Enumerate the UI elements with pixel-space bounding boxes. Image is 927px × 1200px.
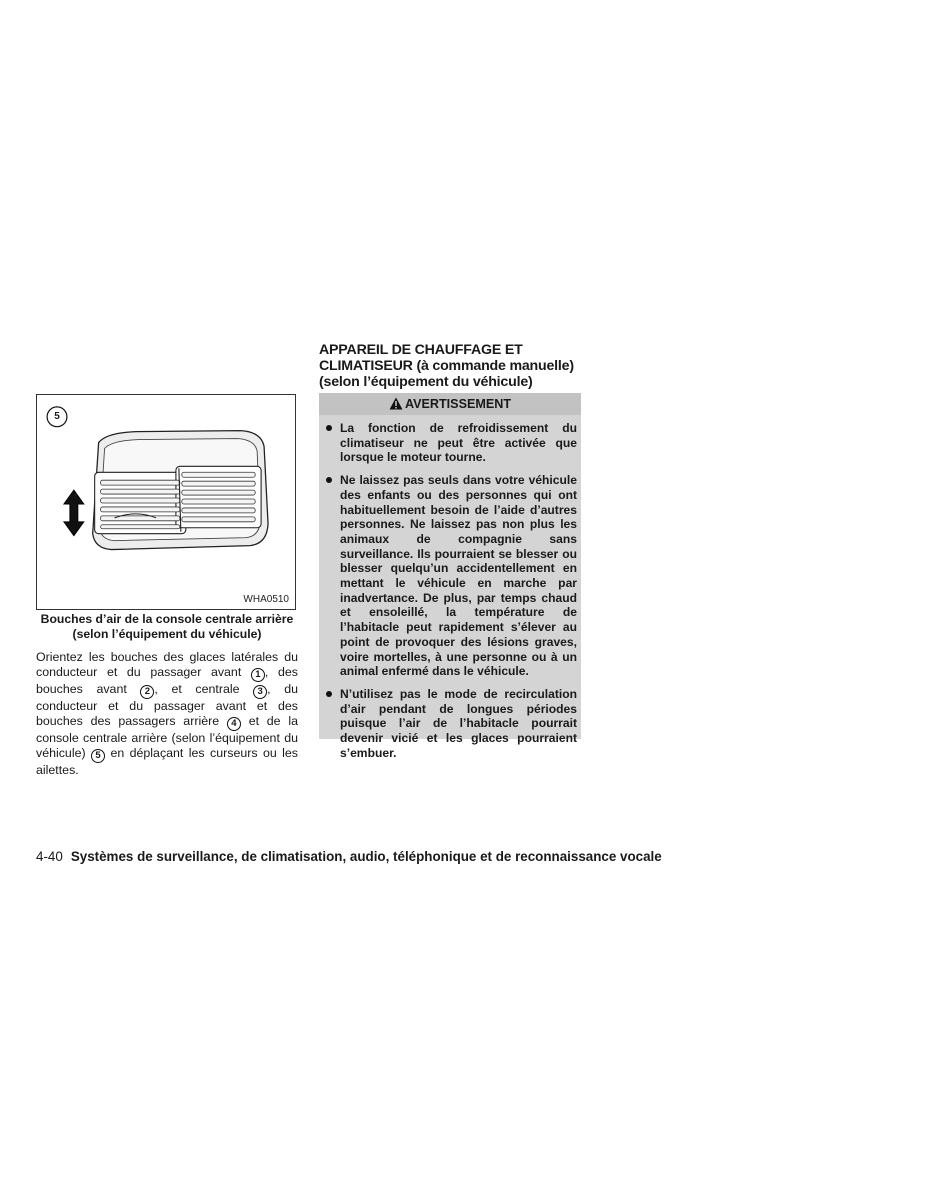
callout-number: 1 (251, 668, 265, 682)
callout-number: 2 (140, 685, 154, 699)
body-paragraph (36, 650, 298, 778)
callout-number: 4 (227, 717, 241, 731)
body-text-part: Orientez les bouches des glaces latérales du conducteur et du passager avant (36, 650, 298, 680)
page-number: 4-40 (36, 849, 63, 864)
section-title-bold: CLIMATISEUR (319, 358, 413, 374)
bullet-icon (326, 477, 332, 483)
callout-number: 3 (253, 685, 267, 699)
page-footer (36, 849, 916, 864)
figure-code: WHA0510 (243, 594, 289, 605)
warning-item-text: Ne laissez pas seuls dans votre véhicule des enfants ou des personnes qui ont habituellement besoin de l’aide d’autres personnes. Ne laissez pas non plus les animaux de compagnie sans surveillance. Ils pourraient se blesser ou blesser quelqu’un accidentellement en mettant le véhicule en marche par inadvertance. De plus, par temps chaud et ensoleillé, la température de l’habitacle peut rapidement s’élever au point de provoquer des lésions graves, voire mortelles, à une personne ou à un animal enfermé dans le véhicule. (340, 473, 577, 679)
section-title-line-1: APPAREIL DE CHAUFFAGE ET (319, 342, 523, 358)
warning-header (319, 393, 581, 415)
chapter-title: Systèmes de surveillance, de climatisation, audio, téléphonique et de reconnaissance vocale (70, 849, 662, 864)
warning-item-text: La fonction de refroidissement du climatiseur ne peut être activée que lorsque le moteur tourne. (340, 421, 577, 465)
up-down-arrow-icon (64, 490, 84, 536)
section-title-line-2 (319, 358, 589, 374)
caption-line-2: (selon l’équipement du véhicule) (72, 627, 262, 641)
body-text-part: , du conducteur et du passager avant et des bouches des passagers arrière (36, 682, 298, 729)
warning-triangle-icon (389, 397, 403, 410)
body-text-part: en déplaçant les curseurs ou les ailettes. (36, 746, 298, 778)
body-text-part: , et centrale (154, 682, 240, 697)
section-title (319, 342, 589, 390)
caption-line-1: Bouches d’air de la console centrale arrière (40, 612, 294, 626)
warning-box (319, 393, 581, 760)
body-text-part: et de la console centrale arrière (selon l’équipement du véhicule) (36, 714, 298, 761)
warning-item-text: N’utilisez pas le mode de recirculation d’air pendant de longues périodes puisque l’air de l’habitacle pourrait devenir vicié et les glaces pourraient s’embuer. (340, 686, 577, 760)
figure-caption (36, 612, 298, 642)
body-text-part: , des bouches avant (36, 665, 298, 697)
vent-illustration (36, 394, 296, 610)
warning-item (325, 421, 577, 465)
section-title-sub: (à commande manuelle) (412, 358, 574, 374)
rear-console-vent-drawing (37, 395, 295, 609)
warning-list (319, 415, 581, 760)
bullet-icon (326, 425, 332, 431)
warning-item (325, 687, 577, 761)
warning-header-label: AVERTISSEMENT (404, 397, 512, 411)
bullet-icon (326, 691, 332, 697)
section-title-line-3: (selon l’équipement du véhicule) (319, 374, 533, 390)
figure-number-label: 5 (54, 411, 60, 422)
warning-item (325, 473, 577, 679)
callout-number: 5 (91, 749, 105, 763)
